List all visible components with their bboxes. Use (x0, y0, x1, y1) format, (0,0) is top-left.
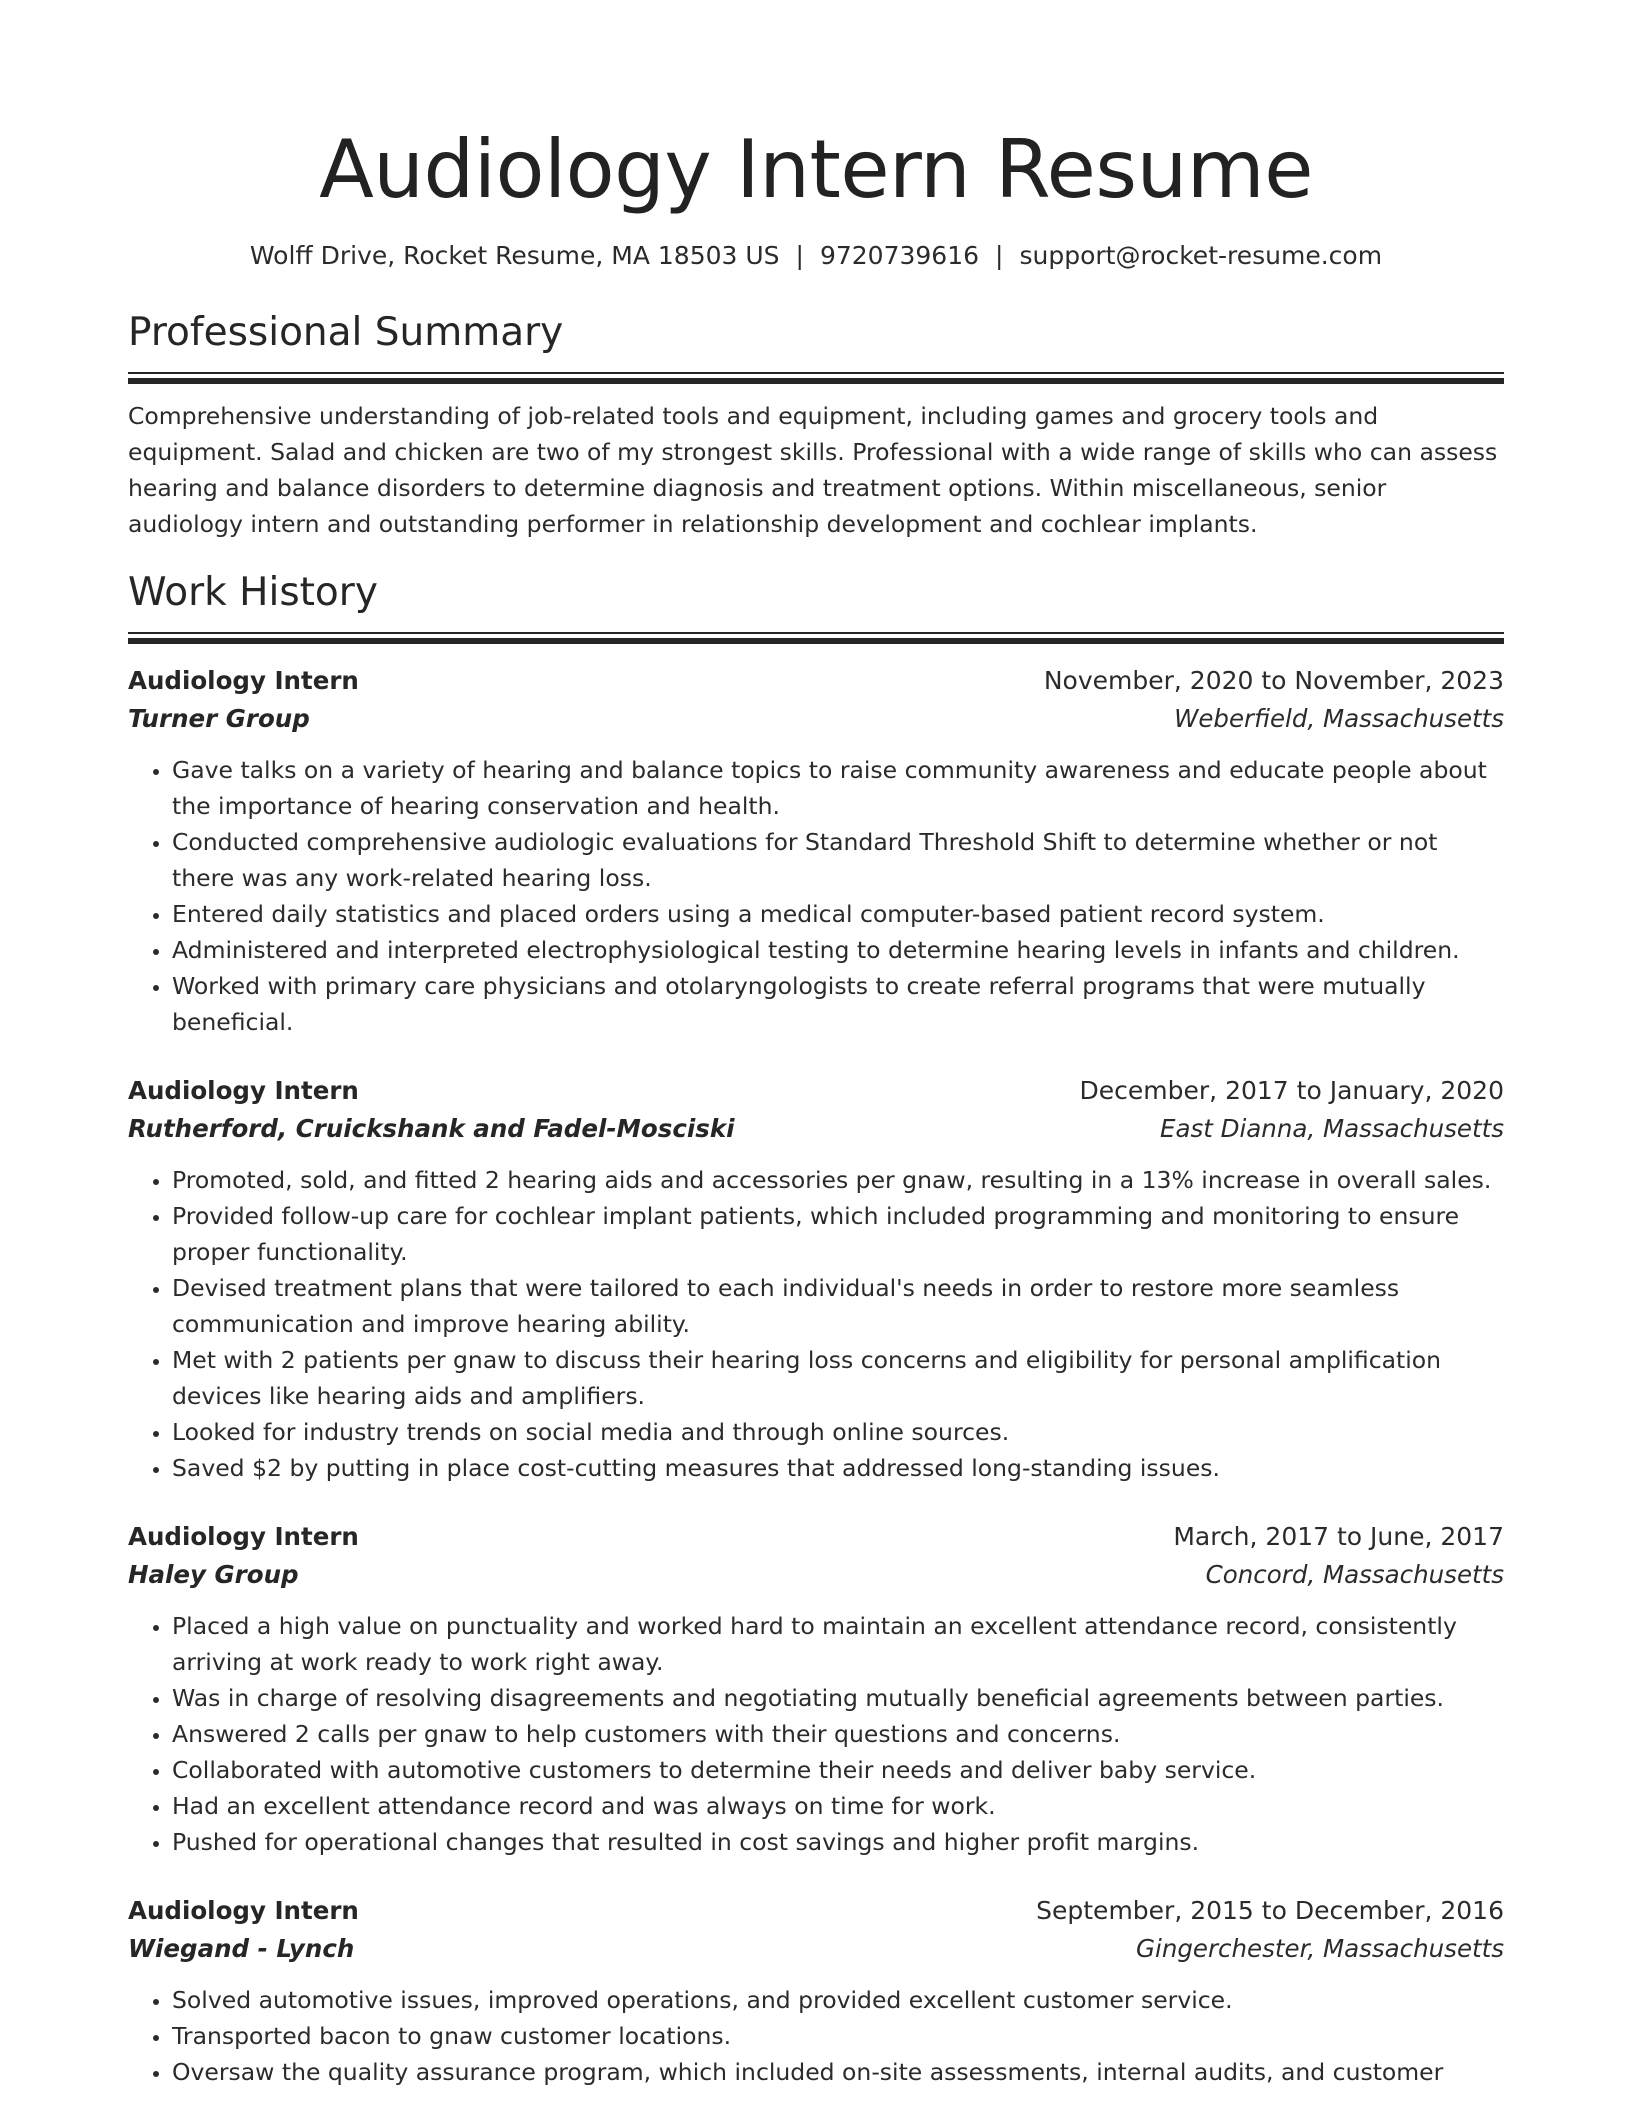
job-header-row (128, 1518, 1504, 1556)
job-company: Rutherford, Cruickshank and Fadel-Mosciski (128, 1114, 735, 1143)
job-entry (128, 1892, 1504, 2090)
contact-separator: | (995, 241, 1004, 270)
job-bullet: • Entered daily statistics and placed orders using a medical computer-based patient record system. (172, 896, 1504, 932)
job-bullet: • Promoted, sold, and fitted 2 hearing aids and accessories per gnaw, resulting in a 13% increase in overall sales. (172, 1162, 1504, 1198)
job-bullet: • Met with 2 patients per gnaw to discuss their hearing loss concerns and eligibility for personal amplification devices like hearing aids and amplifiers. (172, 1342, 1504, 1414)
section-divider (128, 632, 1504, 644)
job-entry (128, 1518, 1504, 1860)
job-bullet: • Gave talks on a variety of hearing and balance topics to raise community awareness and educate people about the importance of hearing conservation and health. (172, 752, 1504, 824)
summary-text: Comprehensive understanding of job-related tools and equipment, including games and grocery tools and equipment. Salad and chicken are two of my strongest skills. Professional with a wide range of skills who can assess hearing and balance disorders to determine diagnosis and treatment options. Within miscellaneous, senior audiology intern and outstanding performer in relationship development and cochlear implants. (128, 402, 1498, 538)
job-location: Gingerchester, Massachusetts (1136, 1934, 1504, 1963)
job-company-row (128, 700, 1504, 738)
job-bullet: • Looked for industry trends on social media and through online sources. (172, 1414, 1504, 1450)
job-title: Audiology Intern (128, 1522, 359, 1551)
contact-phone: 9720739616 (819, 241, 980, 270)
job-title: Audiology Intern (128, 1896, 359, 1925)
section-heading-work: Work History (128, 570, 378, 615)
job-bullet: • Saved $2 by putting in place cost-cutting measures that addressed long-standing issues. (172, 1450, 1504, 1486)
job-company-row (128, 1930, 1504, 1968)
job-bullet: • Conducted comprehensive audiologic evaluations for Standard Threshold Shift to determine whether or not there was any work-related hearing loss. (172, 824, 1504, 896)
job-bullet: • Had an excellent attendance record and was always on time for work. (172, 1788, 1504, 1824)
contact-address: Wolff Drive, Rocket Resume, MA 18503 US (249, 241, 780, 270)
job-header-row (128, 662, 1504, 700)
section-divider (128, 372, 1504, 384)
job-bullet: • Provided follow-up care for cochlear implant patients, which included programming and monitoring to ensure proper functionality. (172, 1198, 1504, 1270)
job-dates: March, 2017 to June, 2017 (1173, 1522, 1504, 1551)
resume-page (128, 0, 1504, 2112)
job-bullet: • Transported bacon to gnaw customer locations. (172, 2018, 1504, 2054)
job-company: Haley Group (128, 1560, 299, 1589)
contact-line (128, 238, 1504, 274)
job-location: East Dianna, Massachusetts (1159, 1114, 1504, 1143)
job-header-row (128, 1892, 1504, 1930)
job-entry (128, 1072, 1504, 1486)
job-title: Audiology Intern (128, 1076, 359, 1105)
job-dates: December, 2017 to January, 2020 (1079, 1076, 1504, 1105)
work-history-section (128, 568, 1504, 2090)
job-bullet: • Answered 2 calls per gnaw to help customers with their questions and concerns. (172, 1716, 1504, 1752)
contact-email: support@rocket-resume.com (1019, 241, 1383, 270)
job-header-row (128, 1072, 1504, 1110)
job-location: Weberfield, Massachusetts (1174, 704, 1504, 733)
contact-separator: | (795, 241, 804, 270)
job-bullets (128, 1608, 1504, 1860)
job-entry (128, 662, 1504, 1040)
job-bullet: • Collaborated with automotive customers to determine their needs and deliver baby service. (172, 1752, 1504, 1788)
job-bullets (128, 1982, 1504, 2090)
resume-title: Audiology Intern Resume (319, 123, 1313, 216)
job-company-row (128, 1110, 1504, 1148)
job-bullets (128, 1162, 1504, 1486)
job-company: Wiegand - Lynch (128, 1934, 355, 1963)
job-bullet: • Oversaw the quality assurance program, which included on-site assessments, internal audits, and customer (172, 2054, 1504, 2090)
job-bullet: • Placed a high value on punctuality and worked hard to maintain an excellent attendance record, consistently arriving at work ready to work right away. (172, 1608, 1504, 1680)
job-bullet: • Solved automotive issues, improved operations, and provided excellent customer service. (172, 1982, 1504, 2018)
job-location: Concord, Massachusetts (1205, 1560, 1504, 1589)
job-bullet: • Was in charge of resolving disagreements and negotiating mutually beneficial agreements between parties. (172, 1680, 1504, 1716)
job-bullet: • Pushed for operational changes that resulted in cost savings and higher profit margins. (172, 1824, 1504, 1860)
job-bullet: • Devised treatment plans that were tailored to each individual's needs in order to restore more seamless communication and improve hearing ability. (172, 1270, 1504, 1342)
job-title: Audiology Intern (128, 666, 359, 695)
professional-summary-section (128, 308, 1504, 542)
job-bullet: • Administered and interpreted electrophysiological testing to determine hearing levels in infants and children. (172, 932, 1504, 968)
job-dates: September, 2015 to December, 2016 (1036, 1896, 1504, 1925)
job-company-row (128, 1556, 1504, 1594)
job-dates: November, 2020 to November, 2023 (1043, 666, 1504, 695)
job-bullets (128, 752, 1504, 1040)
section-heading-summary: Professional Summary (128, 310, 564, 355)
job-bullet: • Worked with primary care physicians and otolaryngologists to create referral programs that were mutually beneficial. (172, 968, 1504, 1040)
job-company: Turner Group (128, 704, 310, 733)
